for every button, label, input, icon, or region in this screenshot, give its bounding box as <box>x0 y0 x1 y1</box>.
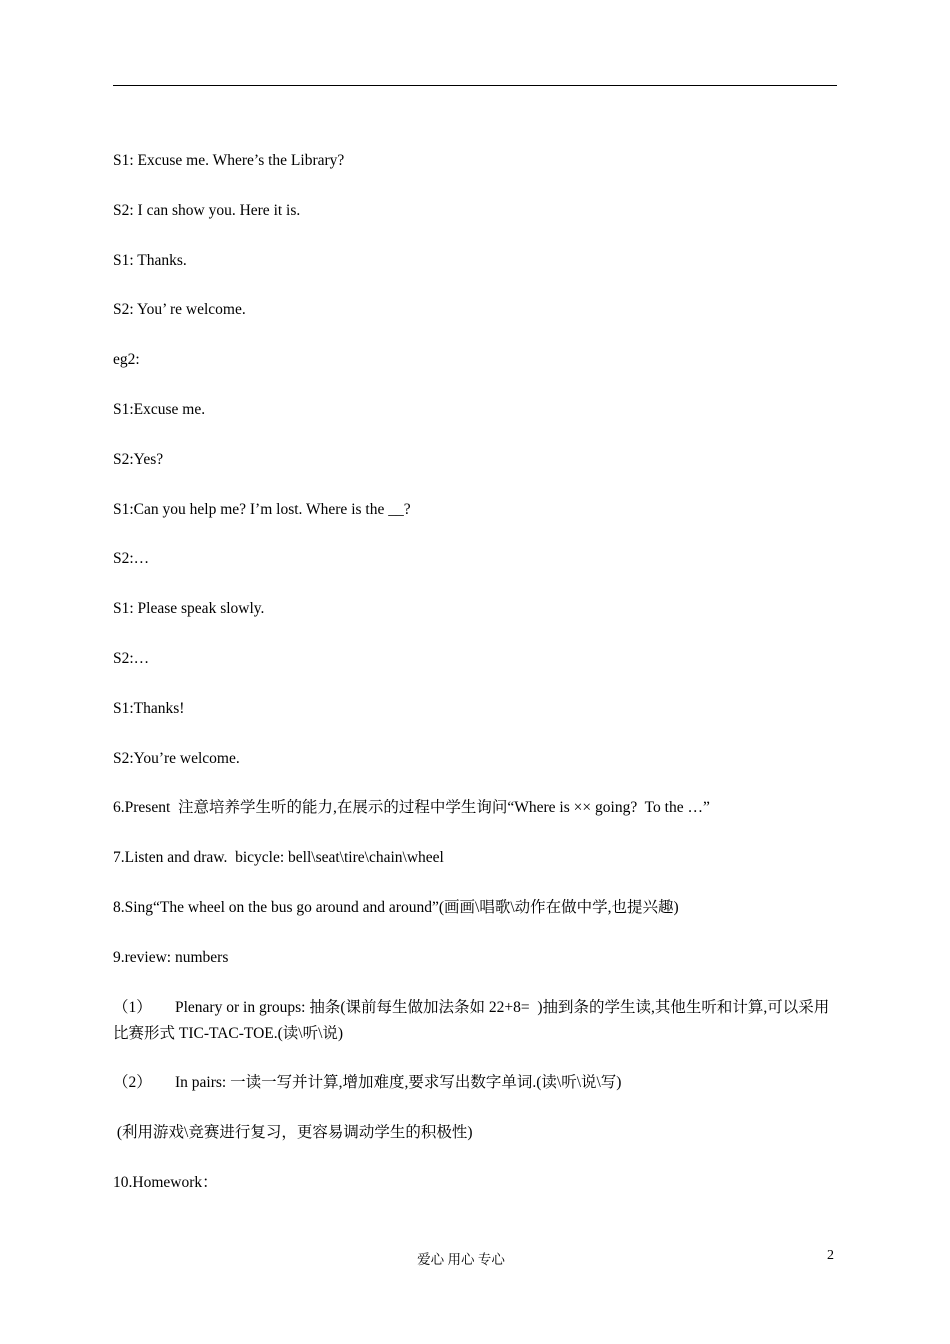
step-8-sing: 8.Sing“The wheel on the bus go around and around”(画画\唱歌\动作在做中学,也提兴趣) <box>113 898 679 916</box>
header-rule <box>113 85 837 86</box>
page-number: 2 <box>827 1248 834 1263</box>
dialogue-line: S2:Yes? <box>113 450 164 468</box>
step-7-listen-draw: 7.Listen and draw. bicycle: bell\seat\tire\chain\wheel <box>113 849 444 867</box>
example-label: eg2: <box>113 351 140 369</box>
dialogue-line: S2:… <box>113 550 150 568</box>
step-10-homework: 10.Homework： <box>113 1173 218 1191</box>
dialogue-line: S1: Please speak slowly. <box>113 600 265 618</box>
dialogue-line: S2:… <box>113 649 150 667</box>
step-6-present: 6.Present 注意培养学生听的能力,在展示的过程中学生询问“Where is ×× going? To the …” <box>113 799 710 817</box>
dialogue-line: S2: I can show you. Here it is. <box>113 201 301 219</box>
dialogue-line: S1:Can you help me? I’m lost. Where is the __? <box>113 500 411 518</box>
document-body <box>113 148 837 1220</box>
footer-motto: 爱心 用心 专心 <box>417 1252 505 1267</box>
dialogue-line: S1:Thanks! <box>113 699 185 717</box>
review-item-1: （1） Plenary or in groups: 抽条(课前每生做加法条如 22+8= )抽到条的学生读,其他生听和计算,可以采用比赛形式 TIC-TAC-TOE.(读\听\说) <box>113 998 830 1042</box>
review-note: (利用游戏\竞赛进行复习，更容易调动学生的积极性) <box>113 1124 473 1142</box>
dialogue-line: S2:You’re welcome. <box>113 749 240 767</box>
dialogue-line: S1: Thanks. <box>113 251 187 269</box>
dialogue-line: S1: Excuse me. Where’s the Library? <box>113 152 345 169</box>
dialogue-line: S2: You’ re welcome. <box>113 301 246 319</box>
review-item-2: （2） In pairs: 一读一写并计算,增加难度,要求写出数字单词.(读\听\说\写) <box>113 1074 622 1092</box>
dialogue-line: S1:Excuse me. <box>113 400 206 418</box>
step-9-review: 9.review: numbers <box>113 948 229 966</box>
